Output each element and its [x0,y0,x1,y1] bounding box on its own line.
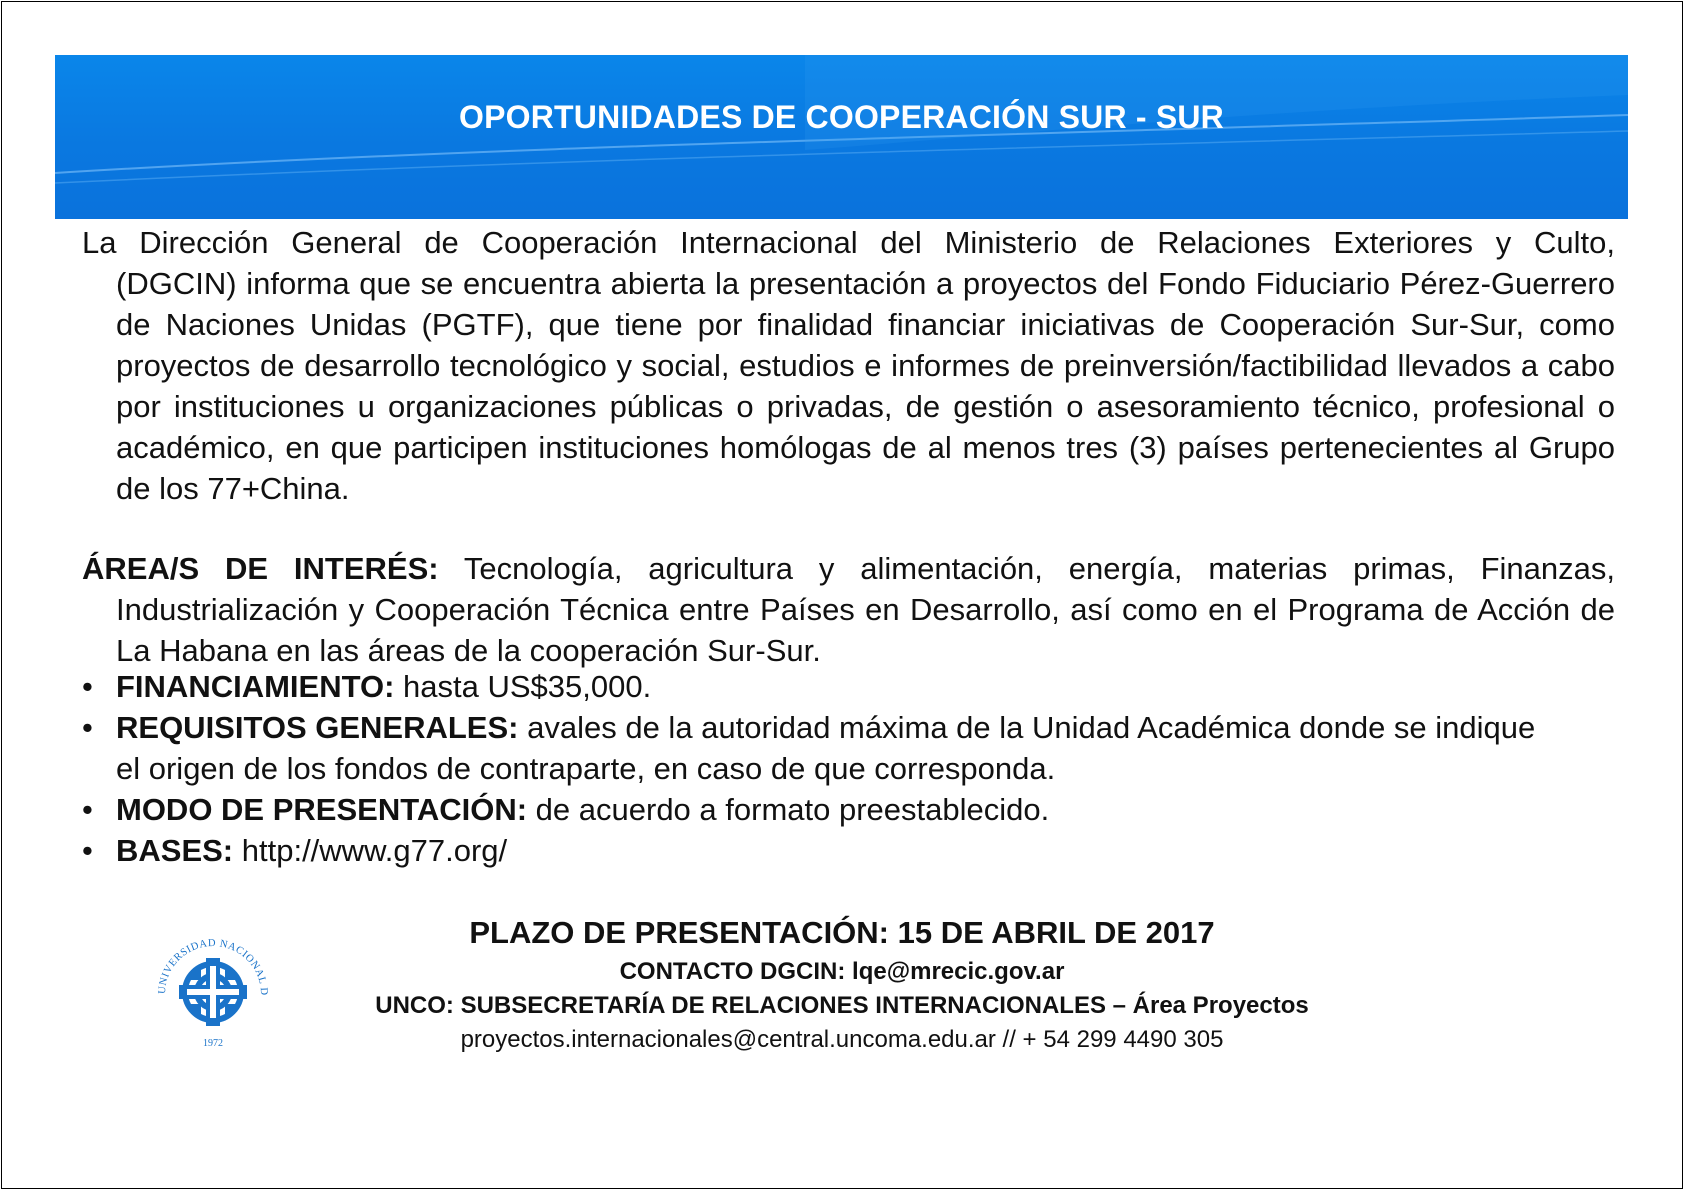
seal-ring-text: UNIVERSIDAD NACIONAL D [156,937,270,996]
intro-paragraph [82,222,1615,509]
bullet-label: REQUISITOS GENERALES: [116,710,519,745]
bullet-list [82,666,1615,871]
areas-label: ÁREA/S DE INTERÉS: [82,551,439,586]
bullet-label: FINANCIAMIENTO: [116,669,395,704]
seal-year: 1972 [203,1038,223,1049]
bullases-link[interactable]: http://www.g77.org/ [233,833,508,868]
hidden-watermark-text: Subsecretaría de Relaciones Internacionales [481,1100,1203,1138]
areas-paragraph [82,548,1615,671]
bullet-label: MODO DE PRESENTACIÓN: [116,792,528,827]
intro-continuation: (DGCIN) informa que se encuentra abierta la presentación a proyectos del Fondo Fiduciario Pérez-Guerrero de Naciones Unidas (PGTF), que tiene por finalidad financiar iniciativas de Cooperación Sur-Sur, como proyectos de desarrollo tecnológico y social, estudios e informes de preinversión/factibilidad llevados a cabo por instituciones u organizaciones públicas o privadas, de gestión o asesoramiento técnico, profesional o académico, en que participen instituciones homólogas de al menos tres (3) países pertenecientes al Grupo de los 77+China. [116,266,1615,506]
bullet-glyph: • [82,833,93,868]
bullet-text: hasta US$35,000. [394,669,652,704]
areas-first-line [82,548,1615,589]
banner-title: OPORTUNIDADES DE COOPERACIÓN SUR - SUR [459,99,1224,135]
bullet-text: de acuerdo a formato preestablecido. [527,792,1050,827]
header-banner [55,55,1628,219]
bullet-bases [82,830,1615,871]
bullet-requisitos [82,707,1615,789]
bullet-text: avales de la autoridad máxima de la Unidad Académica donde se indique el origen de los fondos de contraparte, en caso de que corresponda. [116,710,1536,786]
deadline-heading: PLAZO DE PRESENTACIÓN: 15 DE ABRIL DE 2017 [469,915,1215,950]
unco-office: UNCO: SUBSECRETARÍA DE RELACIONES INTERNACIONALES – Área Proyectos [375,992,1309,1019]
bullet-glyph: • [82,669,93,704]
bullet-financiamiento [82,666,1615,707]
dgcin-contact: CONTACTO DGCIN: lqe@mrecic.gov.ar [619,958,1065,985]
areas-first-text: Tecnología, agricultura y alimentación, energía, materias primas, Finanzas, [463,551,1615,586]
bullet-label: BASES: [116,833,234,868]
intro-first-line: La Dirección General de Cooperación Internacional del Ministerio de Relaciones Exteriores y Culto, [82,225,1615,260]
banner-wave-decoration [55,55,1628,219]
bullet-glyph: • [82,792,93,827]
bullet-modo-presentacion [82,789,1615,830]
unco-email-phone: proyectos.internacionales@central.uncoma.edu.ar // + 54 299 4490 305 [460,1026,1224,1053]
bullet-glyph: • [82,710,93,745]
areas-continuation: Industrialización y Cooperación Técnica entre Países en Desarrollo, así como en el Programa de Acción de La Habana en las áreas de la cooperación Sur-Sur. [116,592,1615,668]
